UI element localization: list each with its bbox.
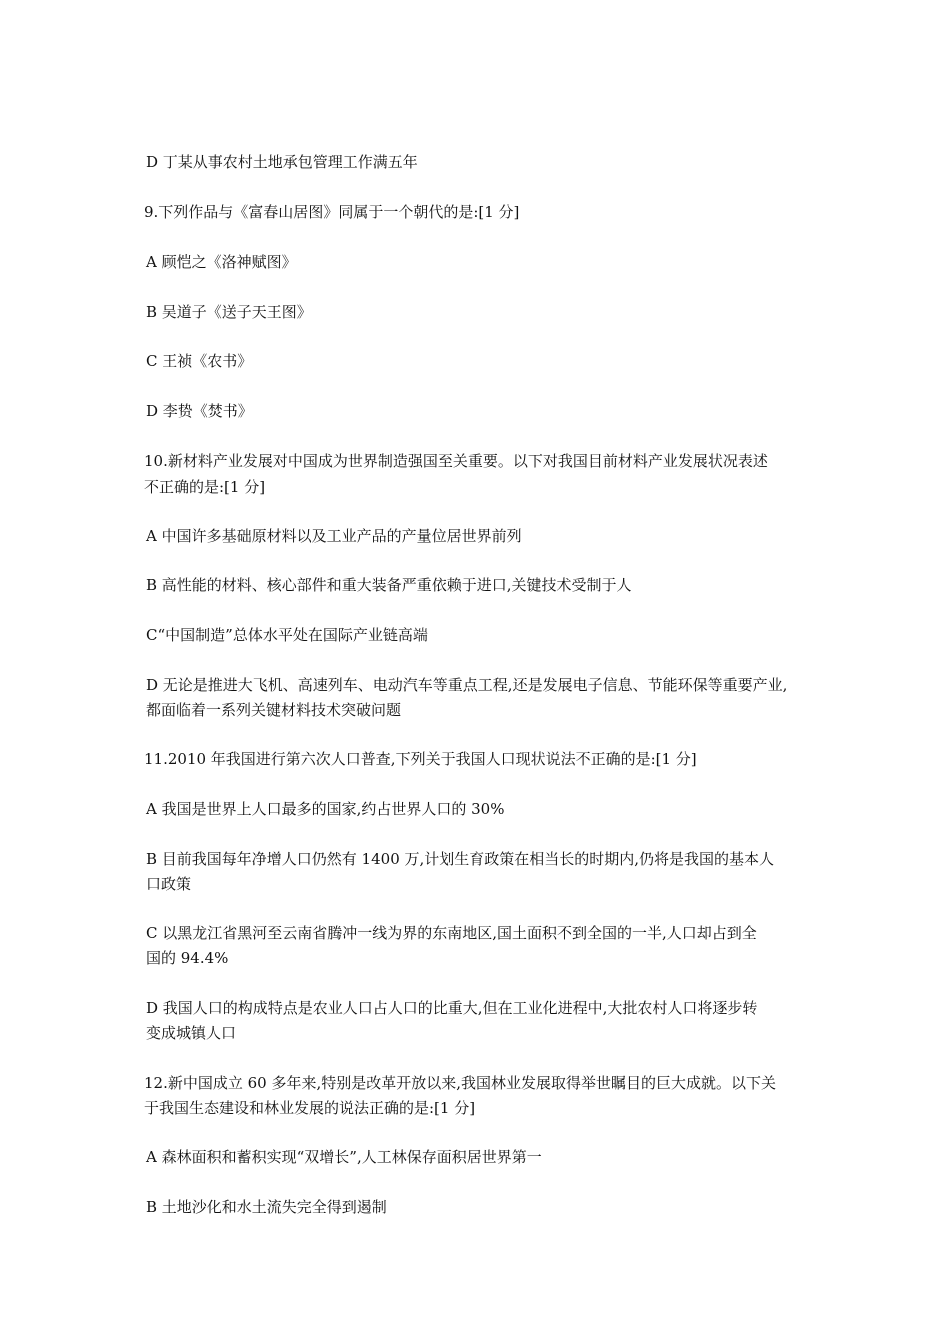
q10-option-d-line2: 都面临着一系列关键材料技术突破问题 (146, 701, 402, 719)
q11-option-d-line1: D 我国人口的构成特点是农业人口占人口的比重大,但在工业化进程中,大批农村人口将逐步转 (146, 999, 758, 1017)
q11-option-d-line2: 变成城镇人口 (146, 1024, 237, 1042)
q10-option-b: B 高性能的材料、核心部件和重大装备严重依赖于进口,关键技术受制于人 (146, 576, 632, 594)
question-10-line2: 不正确的是:[1 分] (144, 478, 266, 496)
q8-option-d: D 丁某从事农村土地承包管理工作满五年 (146, 153, 418, 171)
q10-option-a: A 中国许多基础原材料以及工业产品的产量位居世界前列 (146, 527, 522, 545)
q10-option-d-line1: D 无论是推进大飞机、高速列车、电动汽车等重点工程,还是发展电子信息、节能环保等重要产业, (146, 676, 788, 694)
q10-option-c: C“中国制造”总体水平处在国际产业链高端 (146, 626, 428, 644)
q9-option-a: A 顾恺之《洛神赋图》 (146, 253, 297, 271)
q11-option-c-line2: 国的 94.4% (146, 949, 229, 967)
q9-option-d: D 李贽《焚书》 (146, 402, 253, 420)
question-11: 11.2010 年我国进行第六次人口普查,下列关于我国人口现状说法不正确的是:[1 分] (144, 750, 697, 768)
q11-option-b-line1: B 目前我国每年净增人口仍然有 1400 万,计划生育政策在相当长的时期内,仍将是我国的基本人 (146, 850, 775, 868)
question-12-line2: 于我国生态建设和林业发展的说法正确的是:[1 分] (144, 1099, 476, 1117)
q11-option-c-line1: C 以黑龙江省黑河至云南省腾冲一线为界的东南地区,国土面积不到全国的一半,人口却占到全 (146, 924, 757, 942)
q9-option-c: C 王祯《农书》 (146, 352, 253, 370)
q11-option-a: A 我国是世界上人口最多的国家,约占世界人口的 30% (146, 800, 505, 818)
q9-option-b: B 吴道子《送子天王图》 (146, 303, 312, 321)
q11-option-b-line2: 口政策 (146, 875, 192, 893)
question-9: 9.下列作品与《富春山居图》同属于一个朝代的是:[1 分] (144, 203, 520, 221)
q12-option-a: A 森林面积和蓄积实现“双增长”,人工林保存面积居世界第一 (146, 1148, 542, 1166)
question-10-line1: 10.新材料产业发展对中国成为世界制造强国至关重要。以下对我国目前材料产业发展状况表述 (144, 452, 768, 470)
question-12-line1: 12.新中国成立 60 多年来,特别是改革开放以来,我国林业发展取得举世瞩目的巨大成就。以下关 (144, 1074, 777, 1092)
q12-option-b: B 土地沙化和水土流失完全得到遏制 (146, 1198, 387, 1216)
